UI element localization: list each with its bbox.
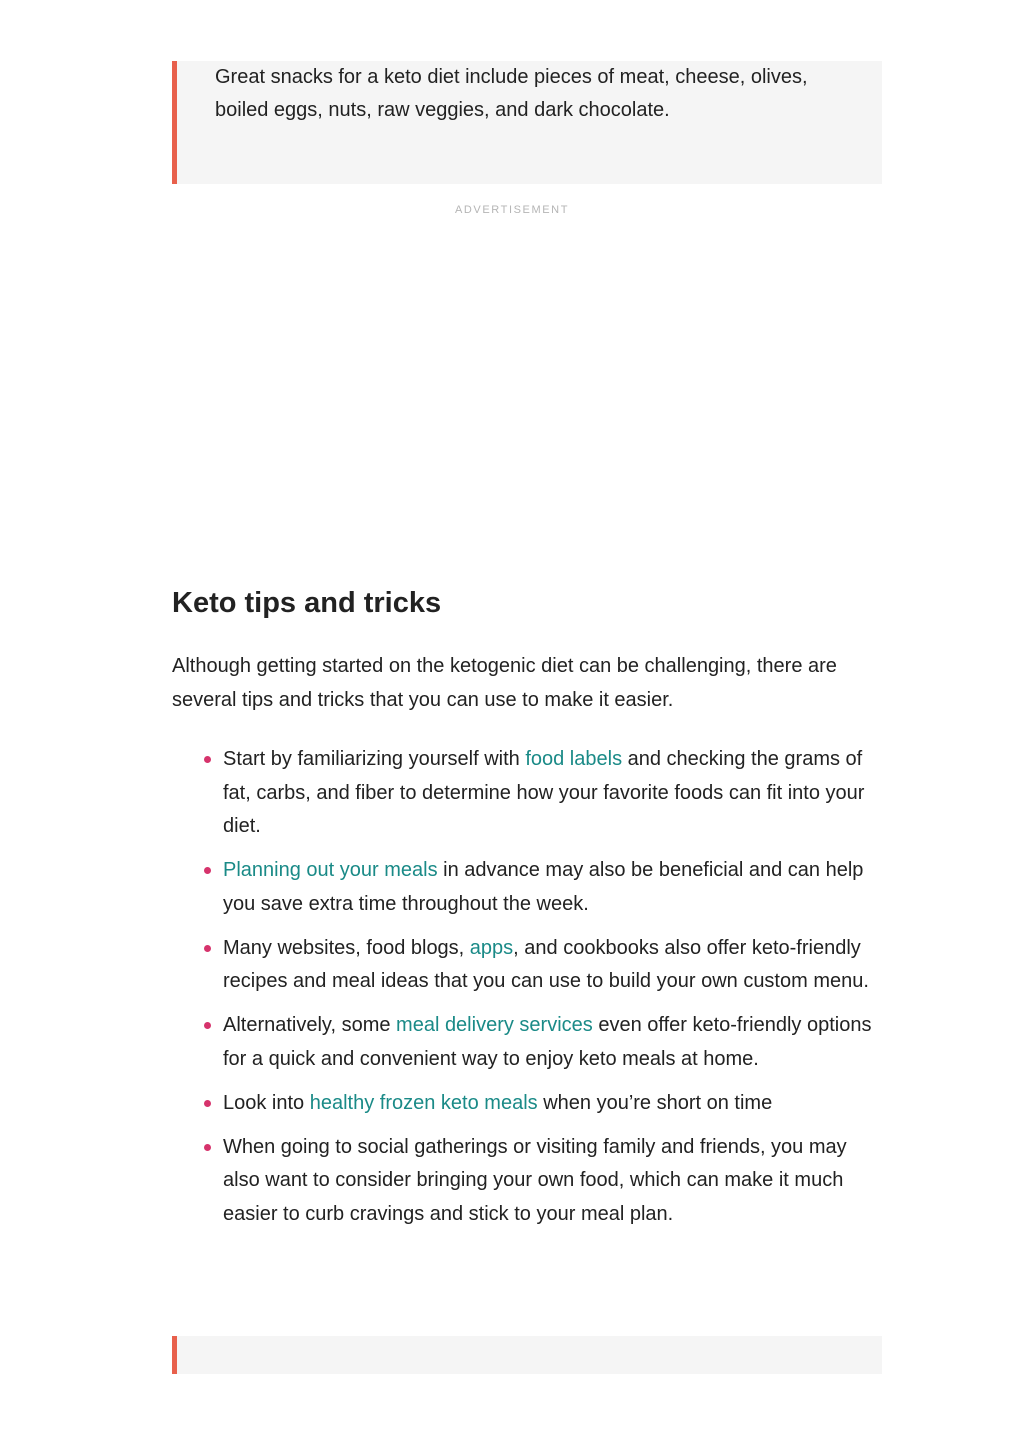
summary-text: Great snacks for a keto diet include pieces of meat, cheese, olives, boiled eggs, nuts, raw veggies, and dark chocolate. xyxy=(215,66,808,121)
advertisement-label: ADVERTISEMENT xyxy=(454,204,570,216)
list-item: Alternatively, some meal delivery services even offer keto-friendly options for a quick and convenient way to enjoy keto meals at home. xyxy=(172,1009,882,1076)
tips-list xyxy=(172,743,882,1242)
link-apps[interactable]: apps xyxy=(469,936,514,959)
list-item: When going to social gatherings or visiting family and friends, you may also want to consider bringing your own food, which can make it much easier to curb cravings and stick to your meal plan. xyxy=(172,1131,882,1232)
bullet-dot-icon xyxy=(204,945,211,952)
link-food-labels[interactable]: food labels xyxy=(525,748,623,770)
bullet-dot-icon xyxy=(204,1022,211,1029)
next-callout xyxy=(172,1336,882,1374)
bullet-dot-icon xyxy=(204,867,211,874)
summary-callout xyxy=(172,61,882,184)
bullet-dot-icon xyxy=(204,756,211,763)
bullet-dot-icon xyxy=(204,1100,211,1107)
link-meal-delivery-services[interactable]: meal delivery services xyxy=(396,1014,593,1036)
list-item: Planning out your meals in advance may also be beneficial and can help you save extra time throughout the week. xyxy=(172,854,882,921)
section-heading: Keto tips and tricks xyxy=(172,587,442,619)
link-planning-meals[interactable]: Planning out your meals xyxy=(223,859,438,881)
list-item: Look into healthy frozen keto meals when you’re short on time xyxy=(172,1087,882,1121)
advertisement-slot xyxy=(172,226,882,556)
list-item: Many websites, food blogs, apps, and cookbooks also offer keto-friendly recipes and meal ideas that you can use to build your own custom menu. xyxy=(172,932,882,999)
bullet-dot-icon xyxy=(204,1144,211,1151)
section-intro: Although getting started on the ketogenic diet can be challenging, there are several tips and tricks that you can use to make it easier. xyxy=(172,655,837,711)
link-healthy-frozen-keto-meals[interactable]: healthy frozen keto meals xyxy=(309,1091,538,1114)
list-item: Start by familiarizing yourself with food labels and checking the grams of fat, carbs, and fiber to determine how your favorite foods can fit into your diet. xyxy=(172,743,882,844)
